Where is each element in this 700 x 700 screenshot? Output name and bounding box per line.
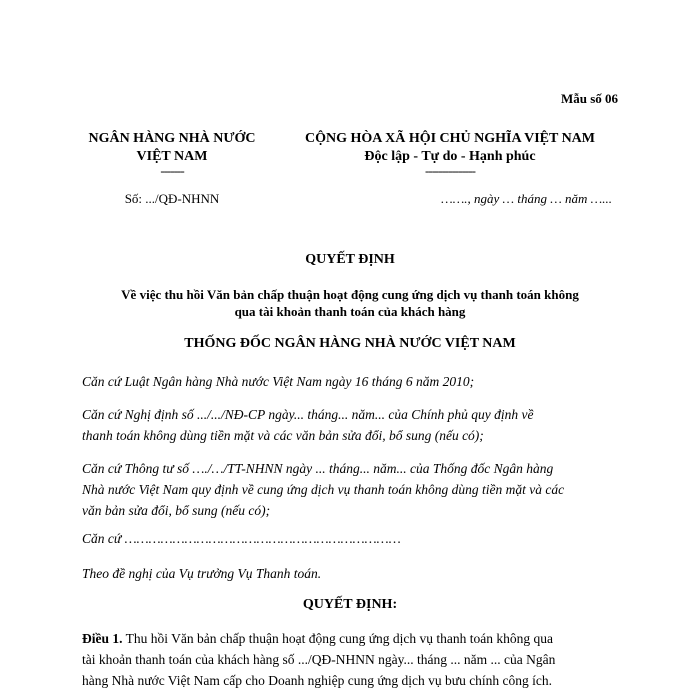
issuing-authority: THỐNG ĐỐC NGÂN HÀNG NHÀ NƯỚC VIỆT NAM [184,336,516,351]
basis-other: Căn cứ …………………………………………………………… [82,531,401,546]
issuer-name-line2: VIỆT NAM [136,149,208,164]
form-number: Mẫu số 06 [560,91,618,106]
nation-divider: --------------- [425,163,475,178]
subject-line2: qua tài khoản thanh toán của khách hàng [234,304,466,319]
basis-proposal: Theo đề nghị của Vụ trưởng Vụ Thanh toán. [82,566,322,581]
document-title: QUYẾT ĐỊNH [305,252,395,267]
decision-heading: QUYẾT ĐỊNH: [302,597,398,612]
issuer-divider: ------- [160,163,184,178]
subject-line1: Về việc thu hồi Văn bản chấp thuận hoạt động cung ứng dịch vụ thanh toán không [121,287,579,302]
article-1-label: Điều 1. [82,631,123,646]
issuer-name-line1: NGÂN HÀNG NHÀ NƯỚC [88,131,256,146]
basis-circular: Căn cứ Thông tư số …./…/TT-NHNN ngày ... tháng... năm... của Thống đốc Ngân hàng Nhà nước Việt Nam quy định về cung ứng dịch vụ thanh toán không dùng tiền mặt và các văn bản sửa đổi, bổ sung (nếu có); [82,461,565,518]
national-motto: Độc lập - Tự do - Hạnh phúc [364,149,536,164]
article-1: Điều 1. Thu hồi Văn bản chấp thuận hoạt động cung ứng dịch vụ thanh toán không qua tài khoản thanh toán của khách hàng số .../QĐ-NHNN ngày... tháng ... năm ... của Ngân hàng Nhà nước Việt Nam cấp cho Doanh nghiệp cung ứng dịch vụ bưu chính công ích. [82,631,556,688]
basis-decree: Căn cứ Nghị định số .../.../NĐ-CP ngày... tháng... năm... của Chính phủ quy định về thanh toán không dùng tiền mặt và các văn bản sửa đổi, bổ sung (nếu có); [82,407,534,443]
document-number: Số: .../QĐ-NHNN [124,191,220,206]
basis-law: Căn cứ Luật Ngân hàng Nhà nước Việt Nam ngày 16 tháng 6 năm 2010; [82,374,475,389]
nation-name: CỘNG HÒA XÃ HỘI CHỦ NGHĨA VIỆT NAM [304,131,595,146]
issue-date: ……., ngày … tháng … năm …... [441,191,612,206]
